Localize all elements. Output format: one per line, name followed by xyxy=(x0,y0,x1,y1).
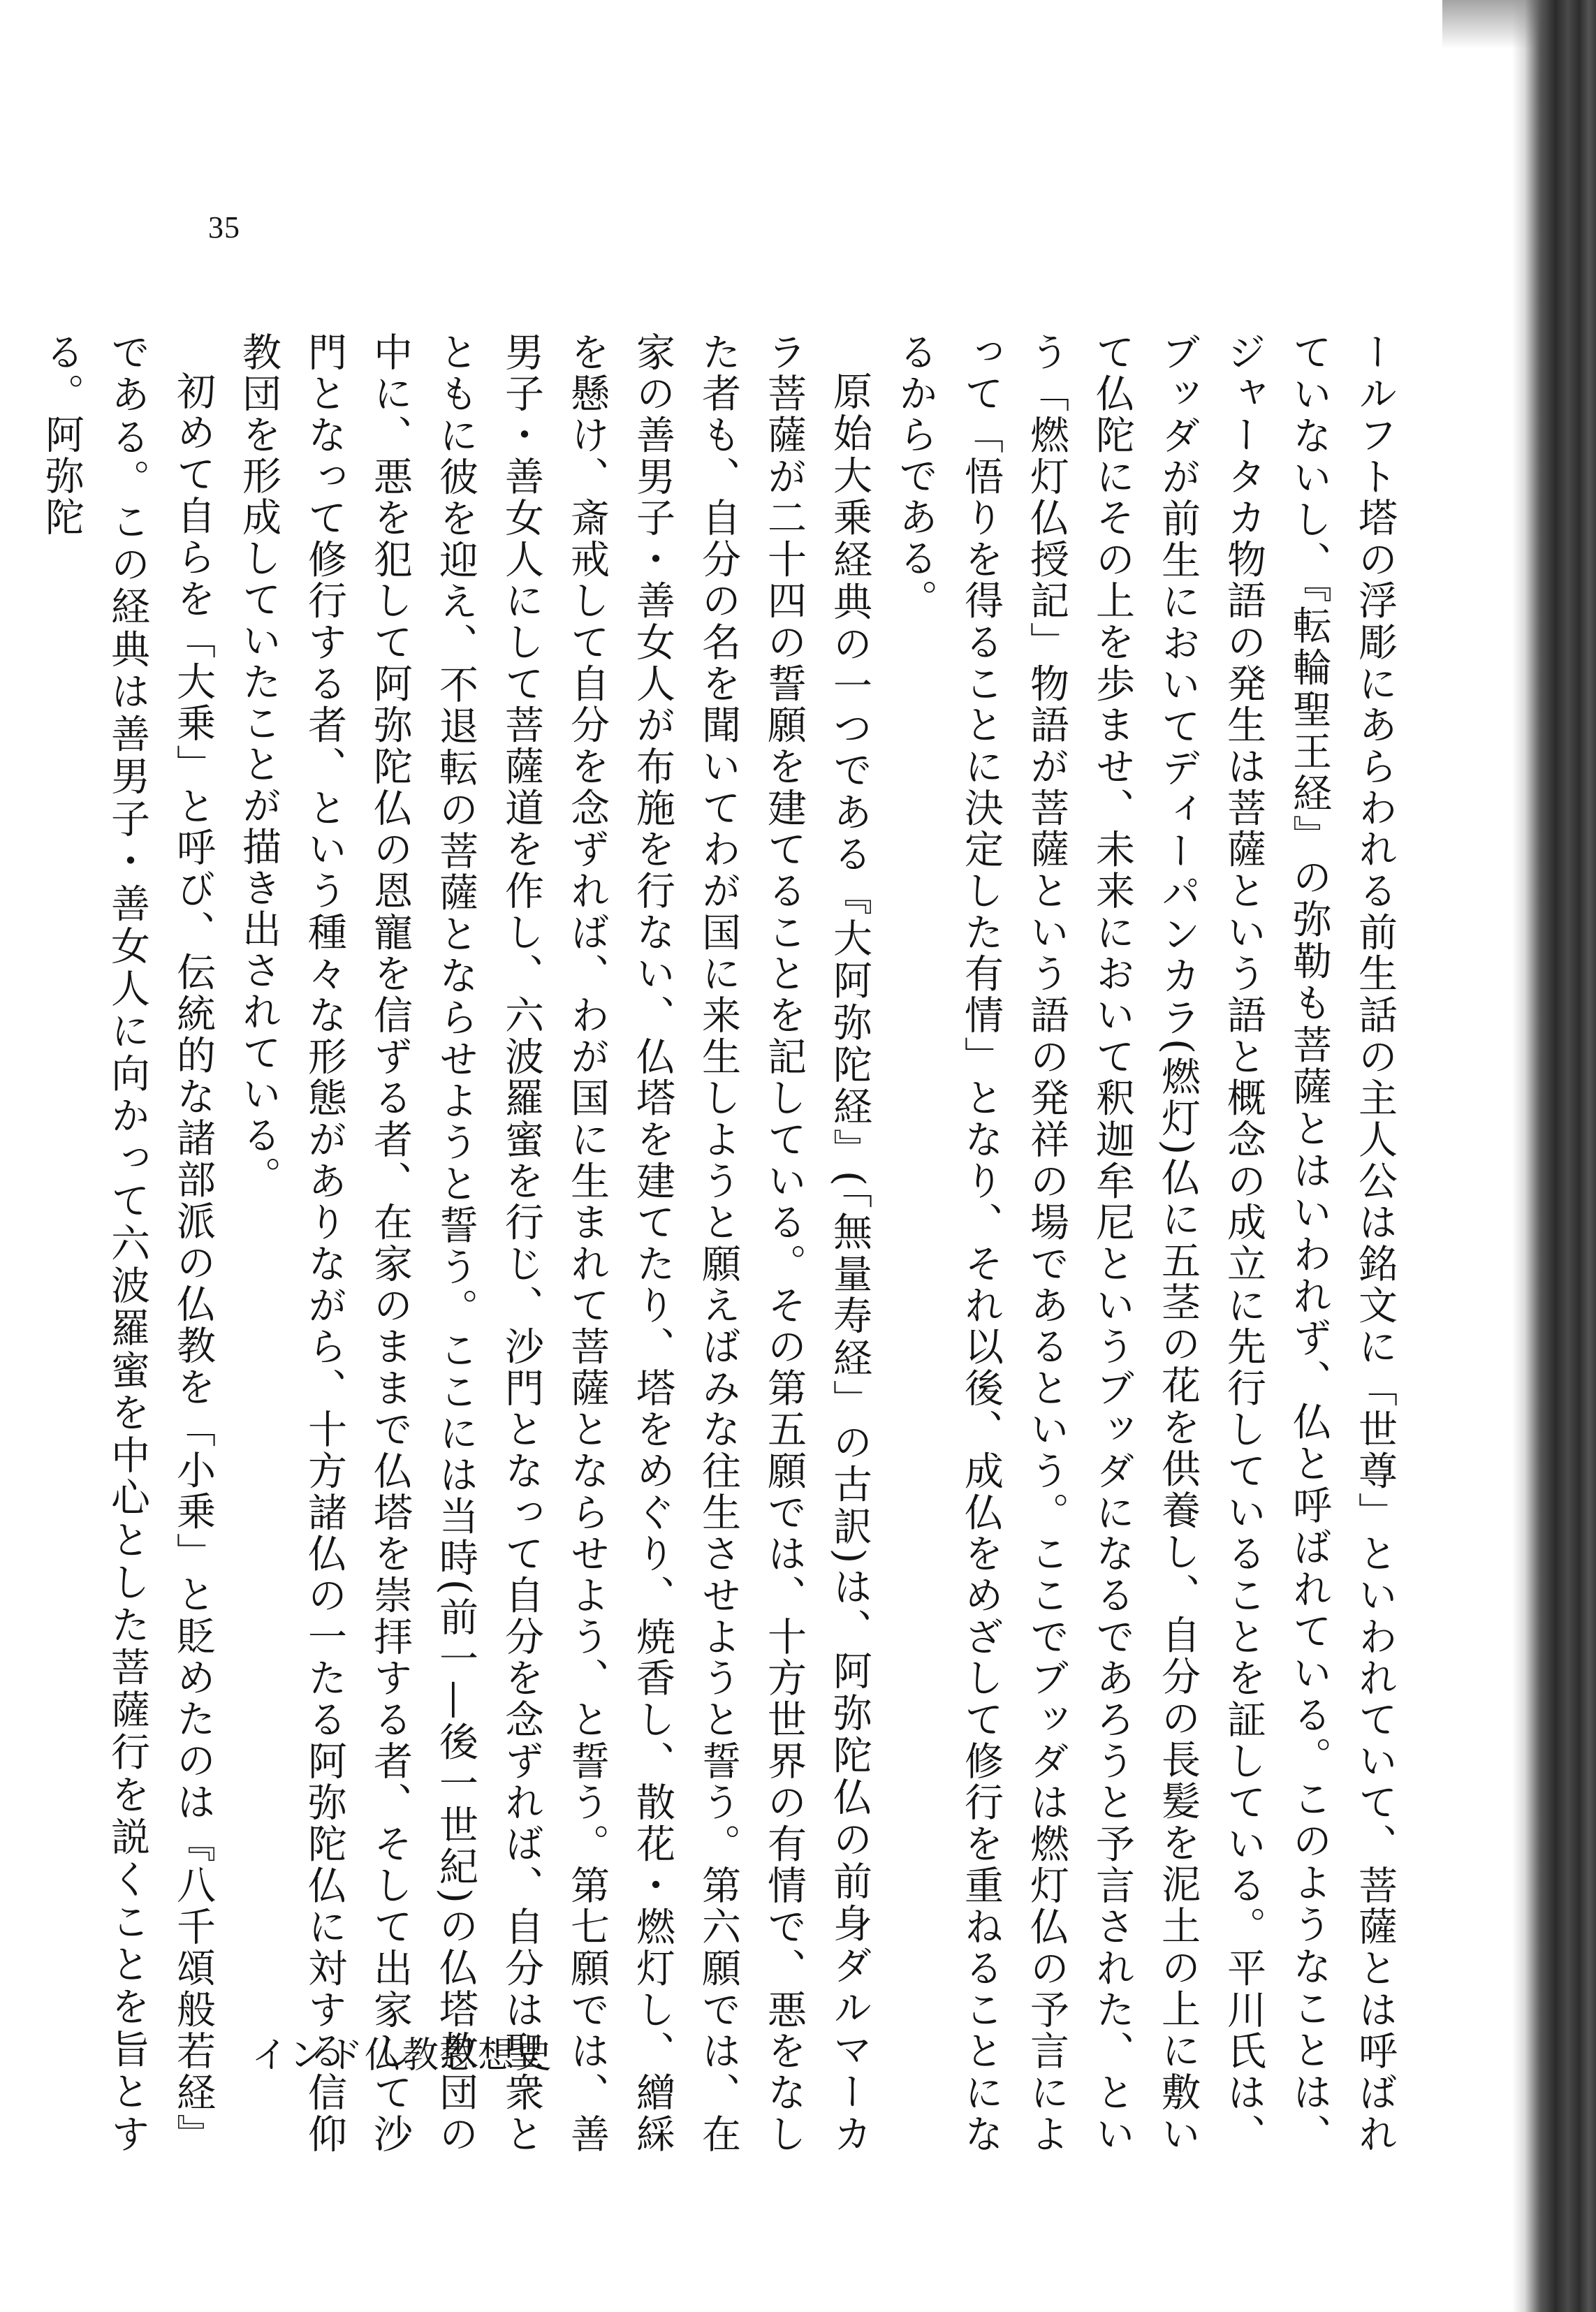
body-text xyxy=(29,332,1407,2155)
page-number: 35 xyxy=(208,210,240,244)
running-footer-book-title: インド仏教思想史 xyxy=(251,2035,554,2077)
paragraph-2: 原始大乗経典の一つである『大阿弥陀経』(「無量寿経」の古訳)は、阿弥陀仏の前身ダルマーカラ菩薩が二十四の誓願を建てることを記している。その第五願では、十方世界の有情で、悪をなした者も、自分の名を聞いてわが国に来生しようと願えばみな往生させようと誓う。第六願では、在家の善男子・善女人が布施を行ない、仏塔を建てたり、塔をめぐり、焼香し、散花・燃灯し、繒綵を懸け、斎戒して自分を念ずれば、わが国に生まれて菩薩とならせよう、と誓う。第七願では、善男子・善女人にして菩薩道を作し、六波羅蜜を行じ、沙門となって自分を念ずれば、自分は聖衆とともに彼を迎え、不退転の菩薩とならせようと誓う。ここには当時(前一—後一世紀)の仏塔教団の中に、悪を犯して阿弥陀仏の恩寵を信ずる者、在家のままで仏塔を崇拝する者、そして出家して沙門となって修行する者、という種々な形態がありながら、十方諸仏の一たる阿弥陀仏に対する信仰教団を形成していたことが描き出されている。 xyxy=(236,332,872,2155)
book-binding-edge xyxy=(1512,0,1596,2312)
paragraph-3: 初めて自らを「大乗」と呼び、伝統的な諸部派の仏教を「小乗」と貶めたのは『八千頌般若経』である。この経典は善男子・善女人に向かって六波羅蜜を中心とした菩薩行を説くことを旨とする。阿弥陀 xyxy=(39,332,216,2155)
paragraph-1: ールフト塔の浮彫にあらわれる前生話の主人公は銘文に「世尊」といわれていて、菩薩とは呼ばれていないし、『転輪聖王経』の弥勒も菩薩とはいわれず、仏と呼ばれている。このようなことは、ジャータカ物語の発生は菩薩という語と概念の成立に先行していることを証している。平川氏は、ブッダが前生においてディーパンカラ(燃灯)仏に五茎の花を供養し、自分の長髪を泥土の上に敷いて仏陀にその上を歩ませ、未来において釈迦牟尼というブッダになるであろうと予言された、という「燃灯仏授記」物語が菩薩という語の発祥の場であるという。ここでブッダは燃灯仏の予言によって「悟りを得ることに決定した有情」となり、それ以後、成仏をめざして修行を重ねることになるからである。 xyxy=(893,332,1398,2156)
